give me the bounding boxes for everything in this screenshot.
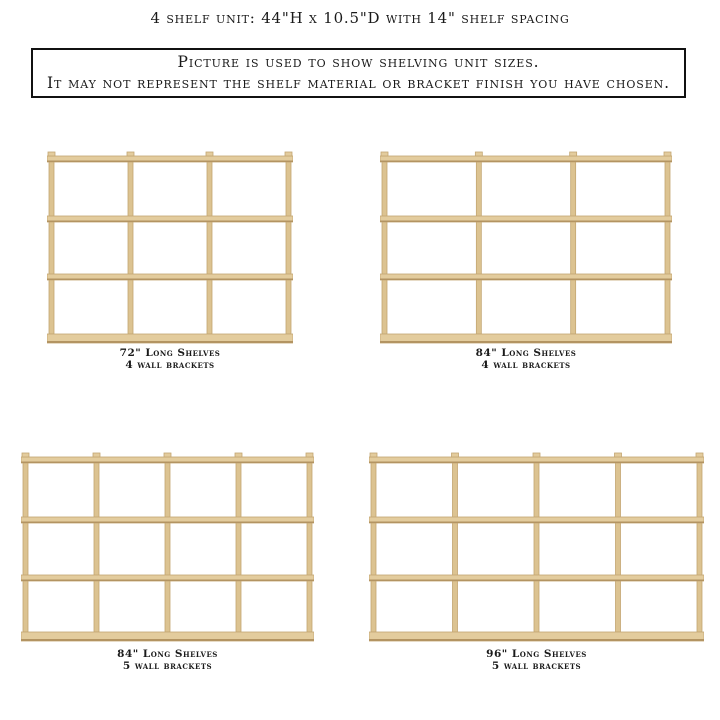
- shelf-unit-72-4-brackets: [47, 150, 293, 380]
- bracket-cap: [664, 152, 671, 156]
- shelf-unit-illustration: [380, 150, 672, 345]
- bracket-cap: [381, 152, 388, 156]
- bracket-cap: [533, 453, 540, 457]
- unit-caption: [369, 648, 704, 672]
- unit-length-label: 96" Long Shelves: [486, 648, 587, 660]
- bracket-cap: [370, 453, 377, 457]
- bracket-post: [453, 455, 458, 632]
- unit-length-label: 72" Long Shelves: [119, 347, 221, 359]
- shelf-unit-illustration: [47, 150, 293, 345]
- bracket-post: [286, 154, 291, 334]
- bracket-post: [371, 455, 376, 632]
- shelf-unit-96-5-brackets: [369, 451, 704, 676]
- bracket-cap: [93, 453, 100, 457]
- bracket-post: [128, 154, 133, 334]
- bracket-cap: [22, 453, 29, 457]
- unit-bracket-label: 4 wall brackets: [481, 359, 571, 371]
- bracket-post: [94, 455, 99, 632]
- bracket-cap: [306, 453, 313, 457]
- unit-length-label: 84" Long Shelves: [117, 648, 218, 660]
- bottom-shelf-edge: [47, 341, 293, 343]
- shelf-edge: [369, 580, 704, 582]
- shelf-edge: [21, 580, 314, 582]
- shelf-edge: [369, 462, 704, 464]
- bracket-cap: [615, 453, 622, 457]
- shelf-unit-illustration: [21, 451, 314, 643]
- notice-box: [31, 48, 686, 98]
- bracket-cap: [164, 453, 171, 457]
- bracket-post: [165, 455, 170, 632]
- bracket-post: [236, 455, 241, 632]
- bracket-post: [571, 154, 576, 334]
- bracket-post: [476, 154, 481, 334]
- bracket-post: [534, 455, 539, 632]
- bracket-post: [697, 455, 702, 632]
- unit-caption: [380, 347, 672, 371]
- bracket-cap: [285, 152, 292, 156]
- shelf-edge: [47, 279, 293, 281]
- bracket-post: [23, 455, 28, 632]
- bottom-shelf-edge: [21, 639, 314, 641]
- bracket-cap: [570, 152, 577, 156]
- unit-caption: [47, 347, 293, 371]
- bracket-cap: [48, 152, 55, 156]
- bracket-cap: [475, 152, 482, 156]
- shelf-edge: [380, 221, 672, 223]
- shelf-unit-84-4-brackets: [380, 150, 672, 380]
- bottom-shelf-edge: [369, 639, 704, 641]
- shelf-edge: [380, 279, 672, 281]
- bracket-post: [382, 154, 387, 334]
- shelf-edge: [47, 161, 293, 163]
- shelf-unit-84-5-brackets: [21, 451, 314, 676]
- notice-line-2: It may not represent the shelf material or bracket finish you have chosen.: [47, 74, 670, 92]
- shelf-edge: [380, 161, 672, 163]
- shelf-edge: [47, 221, 293, 223]
- bracket-cap: [696, 453, 703, 457]
- notice-line-1: Picture is used to show shelving unit sizes.: [177, 53, 540, 71]
- bracket-post: [665, 154, 670, 334]
- page-title: 4 shelf unit: 44"H x 10.5"D with 14" shelf spacing: [150, 9, 570, 27]
- unit-bracket-label: 5 wall brackets: [491, 660, 582, 672]
- bottom-shelf-edge: [380, 341, 672, 343]
- shelf-edge: [21, 522, 314, 524]
- bracket-cap: [452, 453, 459, 457]
- unit-bracket-label: 5 wall brackets: [122, 660, 213, 672]
- unit-length-label: 84" Long Shelves: [475, 347, 577, 359]
- bracket-post: [307, 455, 312, 632]
- bracket-post: [49, 154, 54, 334]
- bracket-post: [207, 154, 212, 334]
- bracket-cap: [206, 152, 213, 156]
- bracket-cap: [235, 453, 242, 457]
- bracket-post: [616, 455, 621, 632]
- shelf-edge: [21, 462, 314, 464]
- unit-caption: [21, 648, 314, 672]
- bracket-cap: [127, 152, 134, 156]
- shelf-edge: [369, 522, 704, 524]
- shelf-unit-illustration: [369, 451, 704, 643]
- unit-bracket-label: 4 wall brackets: [125, 359, 215, 371]
